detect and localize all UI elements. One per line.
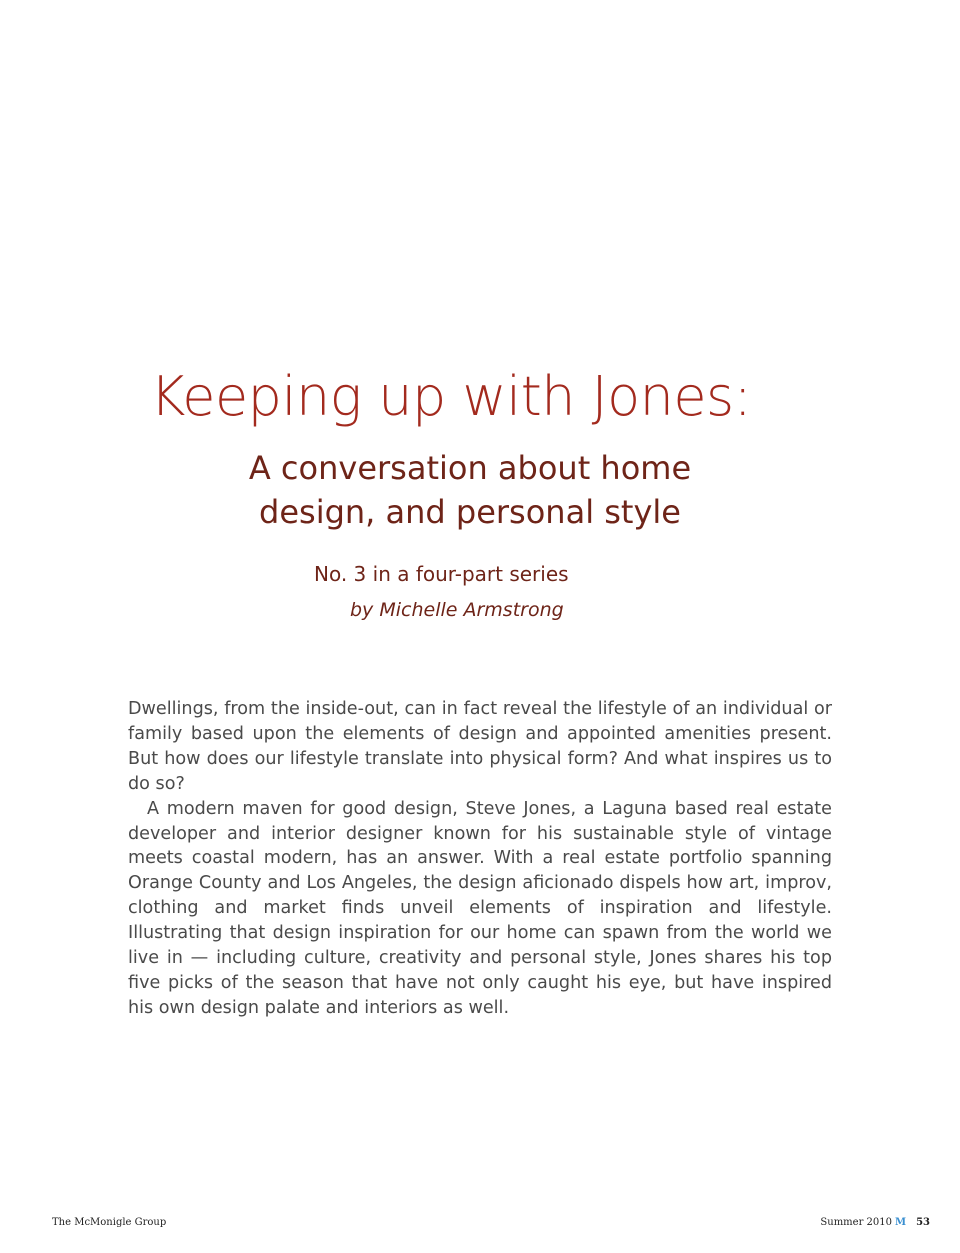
article-title: Keeping up with Jones: [150, 365, 752, 428]
page-number: 53 [916, 1217, 930, 1228]
article-body [128, 697, 832, 1021]
subtitle-line-1: A conversation about home [248, 449, 692, 487]
article-subtitle [180, 446, 760, 534]
paragraph-intro: Dwellings, from the inside-out, can in fact reveal the lifestyle of an individual or family based upon the elements of design and appointed amenities present. But how does our lifestyle translate into physical form? And what inspires us to do so? [128, 699, 832, 794]
footer-publisher: The McMonigle Group [52, 1217, 167, 1228]
brand-mark-logo: M [895, 1217, 907, 1228]
footer-issue-info [820, 1216, 930, 1230]
series-label: No. 3 in a four-part series [314, 562, 569, 586]
subtitle-line-2: design, and personal style [259, 493, 681, 531]
paragraph-main: A modern maven for good design, Steve Jones, a Laguna based real estate developer and interior designer known for his sustainable style of vintage meets coastal modern, has an answer. With a real estate portfolio spanning Orange County and Los Angeles, the design aficionado dispels how art, improv, clothing and market finds unveil elements of inspiration and lifestyle. Illustrating that design inspiration for our home can spawn from the world we live in — including culture, creativity and personal style, Jones shares his top five picks of the season that have not only caught his eye, but have inspired his own design palate and interiors as well. [128, 798, 832, 1018]
footer-issue: Summer 2010 [820, 1217, 892, 1228]
byline: by Michelle Armstrong [350, 599, 564, 621]
